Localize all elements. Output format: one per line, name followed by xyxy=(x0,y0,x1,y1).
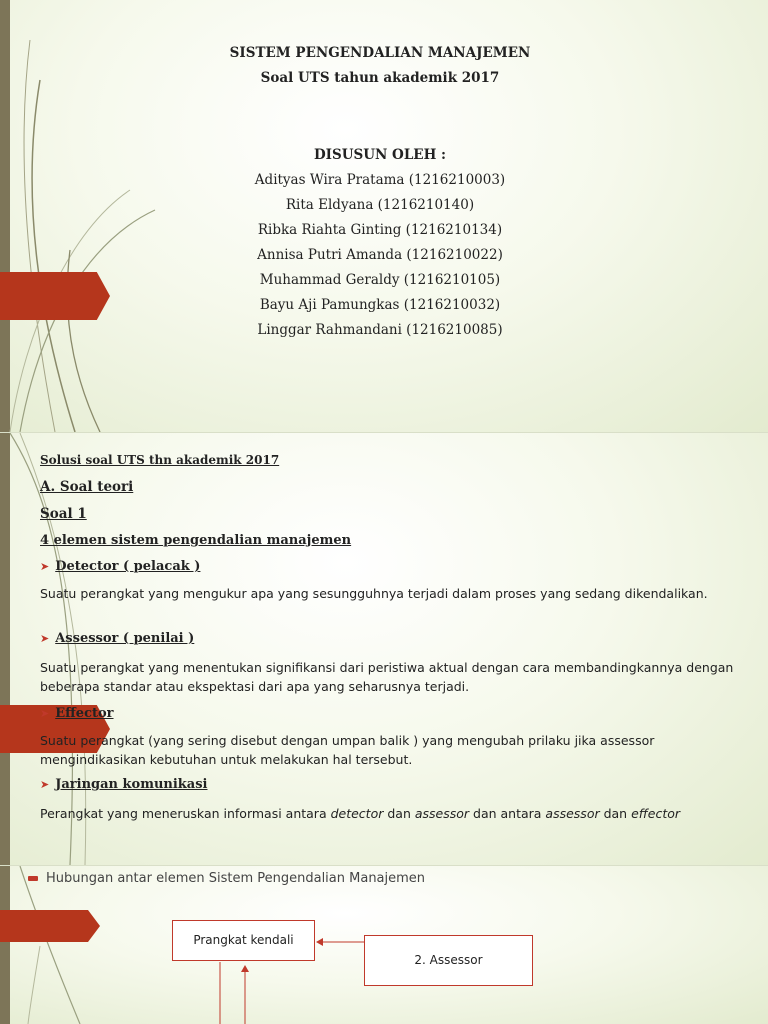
question-heading: Soal 1 xyxy=(40,506,87,522)
item-title: Assessor ( penilai ) xyxy=(55,631,195,646)
title-slide xyxy=(0,0,768,432)
page-title: SISTEM PENGENDALIAN MANAJEMEN xyxy=(229,45,531,61)
section-heading: A. Soal teori xyxy=(40,479,134,495)
topic-heading: 4 elemen sistem pengendalian manajemen xyxy=(40,533,352,548)
author-1: Adityas Wira Pratama (1216210003) xyxy=(254,172,506,188)
item-title: Detector ( pelacak ) xyxy=(55,559,201,574)
arrow-bullet-icon: ➤ xyxy=(40,707,50,720)
author-7: Linggar Rahmandani (1216210085) xyxy=(257,322,503,338)
item-description: Suatu perangkat (yang sering disebut dengan umpan balik ) yang mengubah prilaku jika assessor mengindikasikan kebutuhan untuk melakukan hal tersebut. xyxy=(40,733,655,767)
author-6: Bayu Aji Pamungkas (1216210032) xyxy=(259,297,501,313)
item-title: Effector xyxy=(55,706,114,721)
decorative-curves xyxy=(0,433,160,865)
decorative-curves xyxy=(0,0,160,432)
box-assessor: 2. Assessor xyxy=(364,935,533,986)
item-assessor xyxy=(40,631,740,646)
content-slide xyxy=(0,433,768,865)
author-4: Annisa Putri Amanda (1216210022) xyxy=(257,247,503,263)
author-2: Rita Eldyana (1216210140) xyxy=(285,197,475,213)
item-description: Suatu perangkat yang menentukan signifikansi dari peristiwa aktual dengan cara membandingkannya dengan beberapa standar atau ekspektasi dari apa yang seharusnya terjadi. xyxy=(40,660,734,694)
arrow-bullet-icon: ➤ xyxy=(40,778,50,791)
item-detector xyxy=(40,559,740,574)
page-subtitle: Soal UTS tahun akademik 2017 xyxy=(260,70,500,86)
arrow-bullet-icon: ➤ xyxy=(40,632,50,645)
item-description: Suatu perangkat yang mengukur apa yang sesungguhnya terjadi dalam proses yang sedang dikendalikan. xyxy=(40,586,708,601)
item-communication xyxy=(40,777,740,792)
author-5: Muhammad Geraldy (1216210105) xyxy=(259,272,501,288)
diagram-connectors xyxy=(0,866,768,1024)
author-3: Ribka Riahta Ginting (1216210134) xyxy=(257,222,503,238)
author-heading: DISUSUN OLEH : xyxy=(313,147,447,163)
arrow-bullet-icon: ➤ xyxy=(40,560,50,573)
item-effector xyxy=(40,706,740,721)
item-description: Perangkat yang meneruskan informasi antara detector dan assessor dan antara assessor dan effector xyxy=(40,806,681,821)
box-prangkat-kendali: Prangkat kendali xyxy=(172,920,315,961)
diagram-slide xyxy=(0,866,768,1024)
item-title: Jaringan komunikasi xyxy=(55,777,208,792)
solution-heading: Solusi soal UTS thn akademik 2017 xyxy=(40,453,280,467)
bullet-item: Hubungan antar elemen Sistem Pengendalian Manajemen xyxy=(28,871,425,886)
